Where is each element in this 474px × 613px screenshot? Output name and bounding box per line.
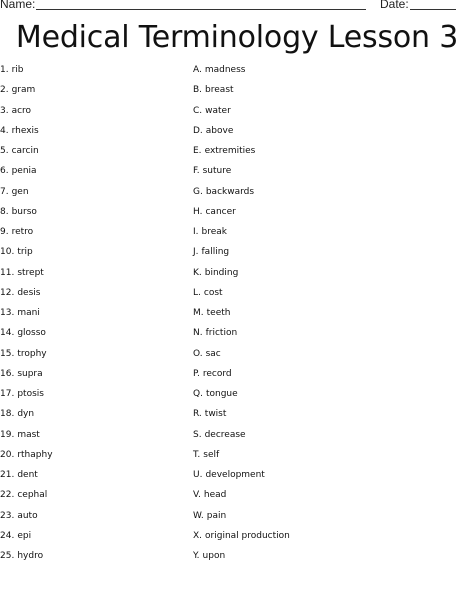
definition-item bbox=[193, 121, 290, 141]
definition-item-marker: H. bbox=[193, 206, 203, 217]
definition-item bbox=[193, 80, 290, 100]
term-item-text: strept bbox=[17, 267, 44, 278]
term-item-marker: 15. bbox=[0, 348, 15, 359]
term-item bbox=[0, 263, 53, 283]
definition-item bbox=[193, 344, 290, 364]
definition-item-marker: N. bbox=[193, 328, 203, 339]
definition-item-text: original production bbox=[205, 530, 290, 541]
term-item-text: mani bbox=[17, 308, 40, 318]
definition-item-text: friction bbox=[205, 328, 238, 339]
term-item-marker: 1. bbox=[0, 65, 9, 75]
term-item-text: auto bbox=[17, 510, 38, 521]
term-item bbox=[0, 141, 53, 161]
term-item-text: rhexis bbox=[11, 125, 39, 136]
definition-item bbox=[193, 182, 290, 202]
term-item-text: gen bbox=[11, 186, 29, 197]
term-item bbox=[0, 384, 53, 404]
definition-item-marker: B. bbox=[193, 85, 203, 96]
term-item-text: ptosis bbox=[17, 389, 44, 399]
date-write-line bbox=[410, 9, 456, 10]
term-item bbox=[0, 445, 53, 465]
term-item bbox=[0, 222, 53, 242]
term-item-text: gram bbox=[11, 85, 36, 96]
term-item-marker: 18. bbox=[0, 409, 15, 420]
definition-item-marker: R. bbox=[193, 409, 202, 420]
definition-item-marker: L. bbox=[193, 287, 201, 298]
term-item-marker: 5. bbox=[0, 146, 9, 156]
definition-item-marker: K. bbox=[193, 267, 202, 278]
definition-item bbox=[193, 202, 290, 222]
definition-item-text: development bbox=[205, 470, 265, 480]
definition-item bbox=[193, 161, 290, 181]
definition-item-marker: Y. bbox=[193, 551, 200, 561]
term-item-marker: 3. bbox=[0, 105, 9, 116]
definition-item bbox=[193, 263, 290, 283]
definition-item-text: self bbox=[203, 449, 220, 460]
term-item-text: hydro bbox=[17, 551, 44, 561]
definition-item-marker: D. bbox=[193, 125, 203, 136]
name-label: Name: bbox=[0, 0, 36, 11]
term-item-marker: 13. bbox=[0, 308, 15, 318]
definition-item bbox=[193, 445, 290, 465]
definition-item bbox=[193, 242, 290, 262]
name-write-line bbox=[36, 9, 366, 10]
definition-item-text: cancer bbox=[205, 206, 236, 217]
worksheet-title: Medical Terminology Lesson 3 bbox=[15, 20, 459, 55]
term-item-text: cephal bbox=[17, 490, 48, 501]
definition-item-text: record bbox=[202, 368, 232, 379]
term-item-text: penia bbox=[11, 166, 37, 177]
definition-item-text: decrease bbox=[204, 429, 246, 440]
term-item bbox=[0, 202, 53, 222]
term-item-marker: 17. bbox=[0, 389, 15, 399]
definition-item-text: upon bbox=[202, 551, 226, 561]
term-item-marker: 12. bbox=[0, 287, 15, 298]
term-item-text: mast bbox=[17, 429, 40, 440]
term-item-text: supra bbox=[17, 368, 43, 379]
definition-item-text: suture bbox=[202, 166, 232, 177]
term-item bbox=[0, 121, 53, 141]
definition-item-text: falling bbox=[201, 247, 230, 258]
term-item bbox=[0, 485, 53, 505]
definition-item-marker: G. bbox=[193, 186, 203, 197]
worksheet-header bbox=[0, 0, 474, 14]
definition-item-text: above bbox=[205, 125, 234, 136]
definition-item-text: backwards bbox=[205, 186, 255, 197]
term-item-marker: 11. bbox=[0, 267, 15, 278]
definition-item-marker: J. bbox=[193, 247, 199, 258]
term-item-marker: 14. bbox=[0, 328, 15, 339]
definition-item-text: binding bbox=[204, 267, 239, 278]
term-item-marker: 23. bbox=[0, 510, 15, 521]
definition-item-text: head bbox=[203, 490, 227, 501]
definition-item-marker: C. bbox=[193, 105, 203, 116]
term-item bbox=[0, 182, 53, 202]
definition-item-marker: F. bbox=[193, 166, 200, 177]
term-item-text: desis bbox=[17, 287, 41, 298]
definition-item bbox=[193, 546, 290, 566]
term-item-marker: 22. bbox=[0, 490, 15, 501]
definition-item bbox=[193, 465, 290, 485]
term-item bbox=[0, 303, 53, 323]
definition-item-marker: Q. bbox=[193, 389, 203, 399]
definition-item-text: pain bbox=[206, 510, 227, 521]
definition-item-marker: E. bbox=[193, 146, 202, 156]
definitions-column bbox=[193, 60, 290, 566]
term-item-text: trip bbox=[17, 247, 33, 258]
term-item bbox=[0, 344, 53, 364]
definition-item bbox=[193, 404, 290, 424]
term-item-text: dyn bbox=[17, 409, 35, 420]
term-item bbox=[0, 80, 53, 100]
term-item-marker: 25. bbox=[0, 551, 15, 561]
term-item-marker: 8. bbox=[0, 206, 9, 217]
term-item-marker: 7. bbox=[0, 186, 9, 197]
definition-item-marker: T. bbox=[193, 449, 201, 460]
term-item-marker: 20. bbox=[0, 449, 15, 460]
term-item-text: acro bbox=[11, 105, 32, 116]
term-item bbox=[0, 506, 53, 526]
definition-item bbox=[193, 425, 290, 445]
definition-item bbox=[193, 222, 290, 242]
definition-item bbox=[193, 141, 290, 161]
definition-item-marker: W. bbox=[193, 510, 204, 521]
definition-item-text: cost bbox=[203, 287, 223, 298]
definition-item-marker: U. bbox=[193, 470, 203, 480]
definition-item-marker: O. bbox=[193, 348, 203, 359]
definition-item-marker: V. bbox=[193, 490, 201, 501]
term-item-marker: 4. bbox=[0, 125, 9, 136]
term-item bbox=[0, 283, 53, 303]
definition-item bbox=[193, 485, 290, 505]
term-item-marker: 10. bbox=[0, 247, 15, 258]
term-item bbox=[0, 465, 53, 485]
definition-item-marker: A. bbox=[193, 65, 202, 75]
definition-item-text: extremities bbox=[204, 146, 256, 156]
term-item bbox=[0, 60, 53, 80]
term-item bbox=[0, 101, 53, 121]
term-item-text: burso bbox=[11, 206, 37, 217]
definition-item-text: teeth bbox=[206, 308, 231, 318]
definition-item bbox=[193, 283, 290, 303]
term-item-text: carcin bbox=[11, 146, 39, 156]
term-item bbox=[0, 323, 53, 343]
term-item-marker: 24. bbox=[0, 530, 15, 541]
term-item-marker: 6. bbox=[0, 166, 9, 177]
definition-item bbox=[193, 384, 290, 404]
definition-item bbox=[193, 364, 290, 384]
definition-item-text: madness bbox=[204, 65, 246, 75]
term-item-marker: 9. bbox=[0, 227, 9, 237]
definition-item-text: tongue bbox=[205, 389, 238, 399]
term-item bbox=[0, 161, 53, 181]
definition-item-text: sac bbox=[205, 348, 221, 359]
term-item-text: dent bbox=[17, 470, 38, 480]
definition-item-marker: M. bbox=[193, 308, 204, 318]
definition-item bbox=[193, 506, 290, 526]
term-item-text: trophy bbox=[17, 348, 47, 359]
term-item-text: rthaphy bbox=[17, 449, 53, 460]
definition-item-text: break bbox=[201, 227, 227, 237]
definition-item-text: water bbox=[205, 105, 231, 116]
definition-item-marker: S. bbox=[193, 429, 202, 440]
term-item bbox=[0, 546, 53, 566]
definition-item bbox=[193, 101, 290, 121]
term-item-text: glosso bbox=[17, 328, 46, 339]
term-item-marker: 16. bbox=[0, 368, 15, 379]
term-item-marker: 2. bbox=[0, 85, 9, 96]
definition-item-marker: X. bbox=[193, 530, 203, 541]
terms-column bbox=[0, 60, 53, 566]
term-item bbox=[0, 526, 53, 546]
term-item-text: retro bbox=[11, 227, 34, 237]
term-item bbox=[0, 242, 53, 262]
definition-item bbox=[193, 323, 290, 343]
term-item-marker: 19. bbox=[0, 429, 15, 440]
date-label: Date: bbox=[380, 0, 409, 11]
definition-item-marker: I. bbox=[193, 227, 199, 237]
definition-item-marker: P. bbox=[193, 368, 200, 379]
term-item-marker: 21. bbox=[0, 470, 15, 480]
term-item-text: rib bbox=[11, 65, 24, 75]
definition-item bbox=[193, 303, 290, 323]
term-item-text: epi bbox=[17, 530, 32, 541]
definition-item-text: twist bbox=[204, 409, 227, 420]
term-item bbox=[0, 364, 53, 384]
term-item bbox=[0, 425, 53, 445]
definition-item bbox=[193, 60, 290, 80]
definition-item bbox=[193, 526, 290, 546]
term-item bbox=[0, 404, 53, 424]
definition-item-text: breast bbox=[205, 85, 234, 96]
